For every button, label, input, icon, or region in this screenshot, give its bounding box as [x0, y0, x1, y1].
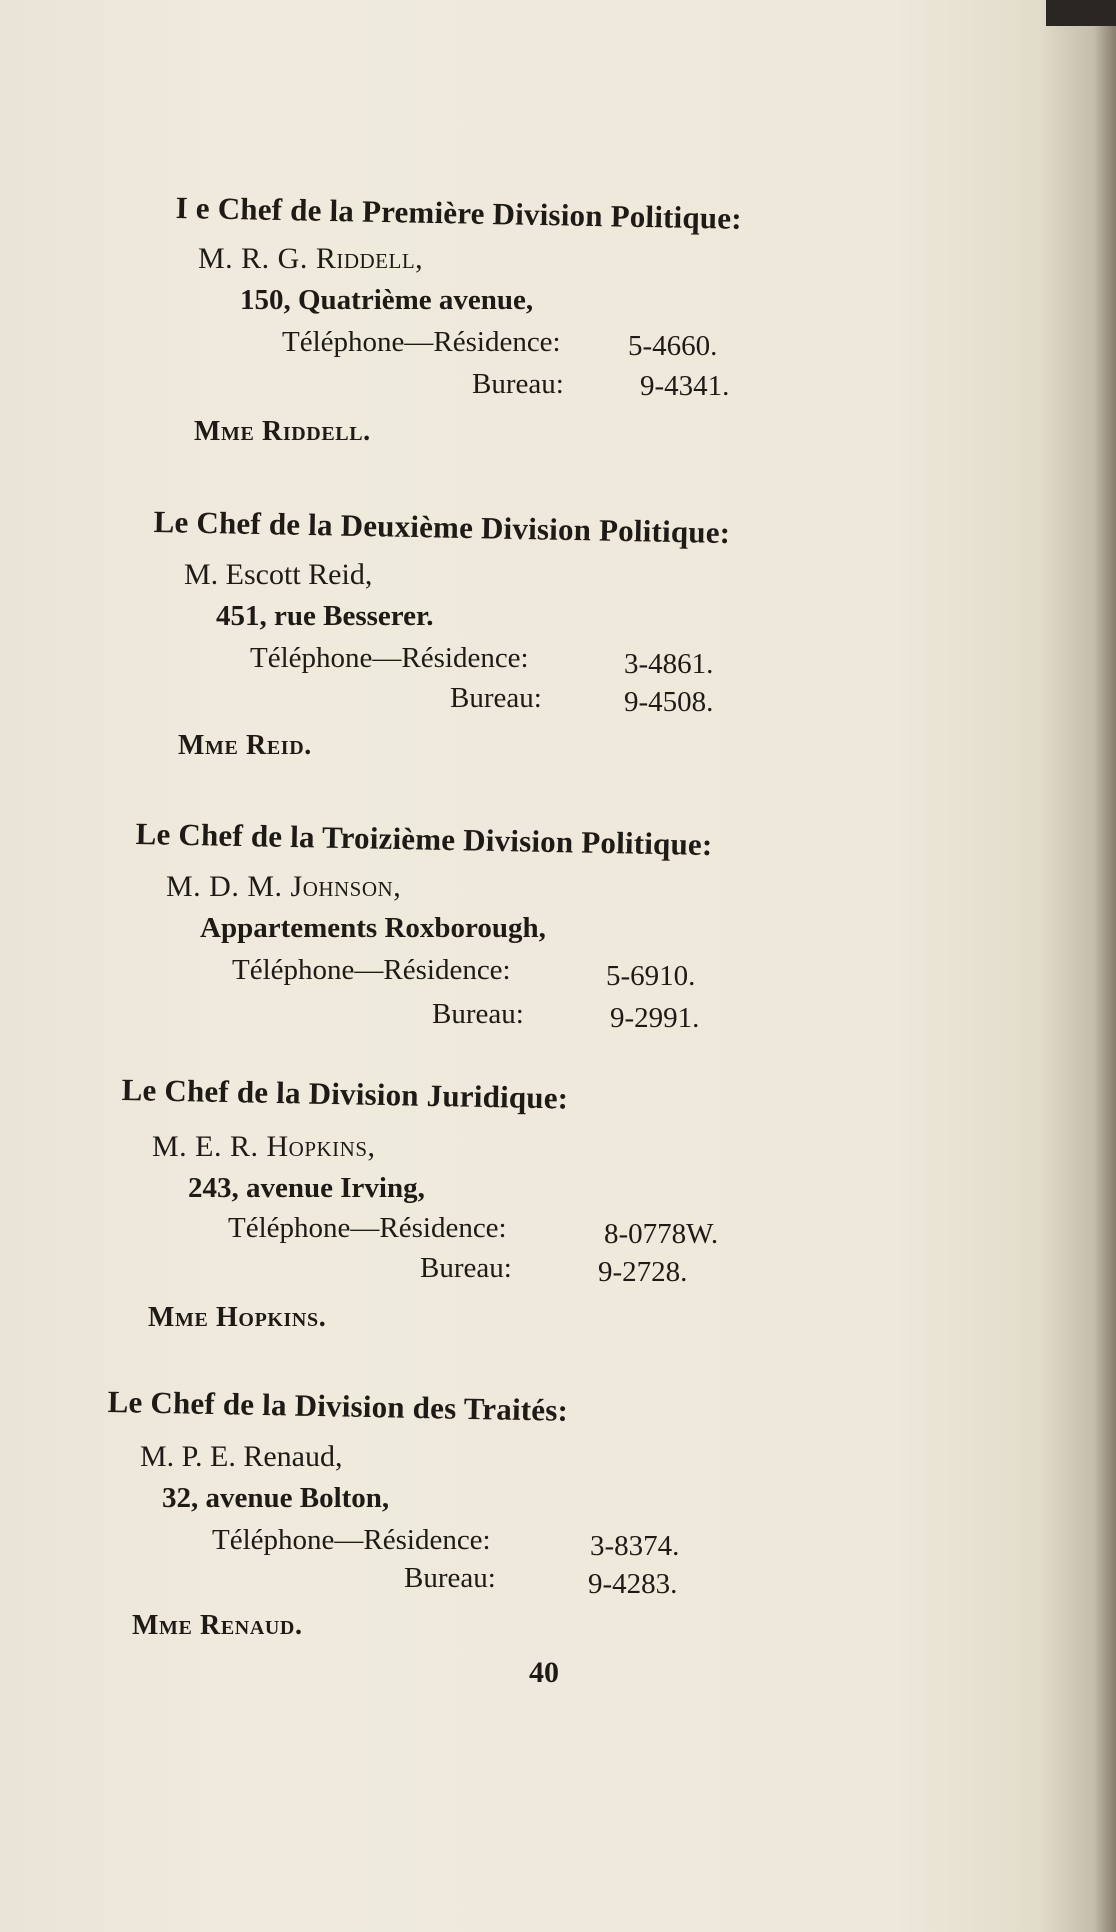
phone-office-label: Bureau: [450, 682, 542, 714]
phone-office-label: Bureau: [472, 368, 564, 400]
scan-corner-mark [1046, 0, 1116, 26]
phone-residence-value: 5-4660. [628, 330, 718, 362]
address-line: Appartements Roxborough, [200, 912, 546, 944]
section-heading: Le Chef de la Deuxième Division Politique: [153, 504, 731, 551]
phone-residence-label: Téléphone—Résidence: [250, 642, 529, 674]
phone-residence-value: 3-4861. [624, 648, 714, 680]
person-name: M. E. R. Hopkins, [152, 1130, 376, 1163]
phone-residence-label: Téléphone—Résidence: [212, 1524, 491, 1556]
section-heading: I e Chef de la Première Division Politique: [175, 190, 743, 236]
person-name: M. R. G. Riddell, [198, 242, 424, 275]
phone-office-value: 9-4283. [588, 1568, 678, 1600]
spouse-name: Mme Riddell. [194, 416, 371, 447]
phone-office-label: Bureau: [420, 1252, 512, 1284]
spouse-name: Mme Renaud. [132, 1610, 303, 1641]
person-name: M. D. M. Johnson, [166, 870, 402, 903]
phone-residence-value: 5-6910. [606, 960, 696, 992]
phone-residence-label: Téléphone—Résidence: [282, 326, 561, 358]
section-heading: Le Chef de la Division Juridique: [121, 1072, 569, 1116]
phone-residence-label: Téléphone—Résidence: [228, 1212, 507, 1244]
address-line: 243, avenue Irving, [188, 1172, 425, 1204]
person-name: M. Escott Reid, [184, 558, 373, 591]
phone-office-value: 9-4341. [640, 370, 730, 402]
address-line: 150, Quatrième avenue, [240, 284, 534, 316]
phone-office-value: 9-4508. [624, 686, 714, 718]
section-heading: Le Chef de la Troizième Division Politique: [135, 816, 713, 863]
phone-office-label: Bureau: [432, 998, 524, 1030]
address-line: 32, avenue Bolton, [162, 1482, 390, 1514]
section-heading: Le Chef de la Division des Traités: [107, 1384, 569, 1428]
address-line: 451, rue Besserer. [216, 600, 434, 632]
phone-office-value: 9-2728. [598, 1256, 688, 1288]
page-edge-shadow [1094, 0, 1116, 1932]
spouse-name: Mme Reid. [178, 730, 312, 761]
phone-residence-value: 8-0778W. [604, 1218, 719, 1250]
phone-residence-label: Téléphone—Résidence: [232, 954, 511, 986]
person-name: M. P. E. Renaud, [140, 1440, 343, 1473]
phone-office-value: 9-2991. [610, 1002, 700, 1034]
phone-office-label: Bureau: [404, 1562, 496, 1594]
page-number: 40 [529, 1656, 559, 1689]
spouse-name: Mme Hopkins. [148, 1302, 327, 1333]
phone-residence-value: 3-8374. [590, 1530, 680, 1562]
